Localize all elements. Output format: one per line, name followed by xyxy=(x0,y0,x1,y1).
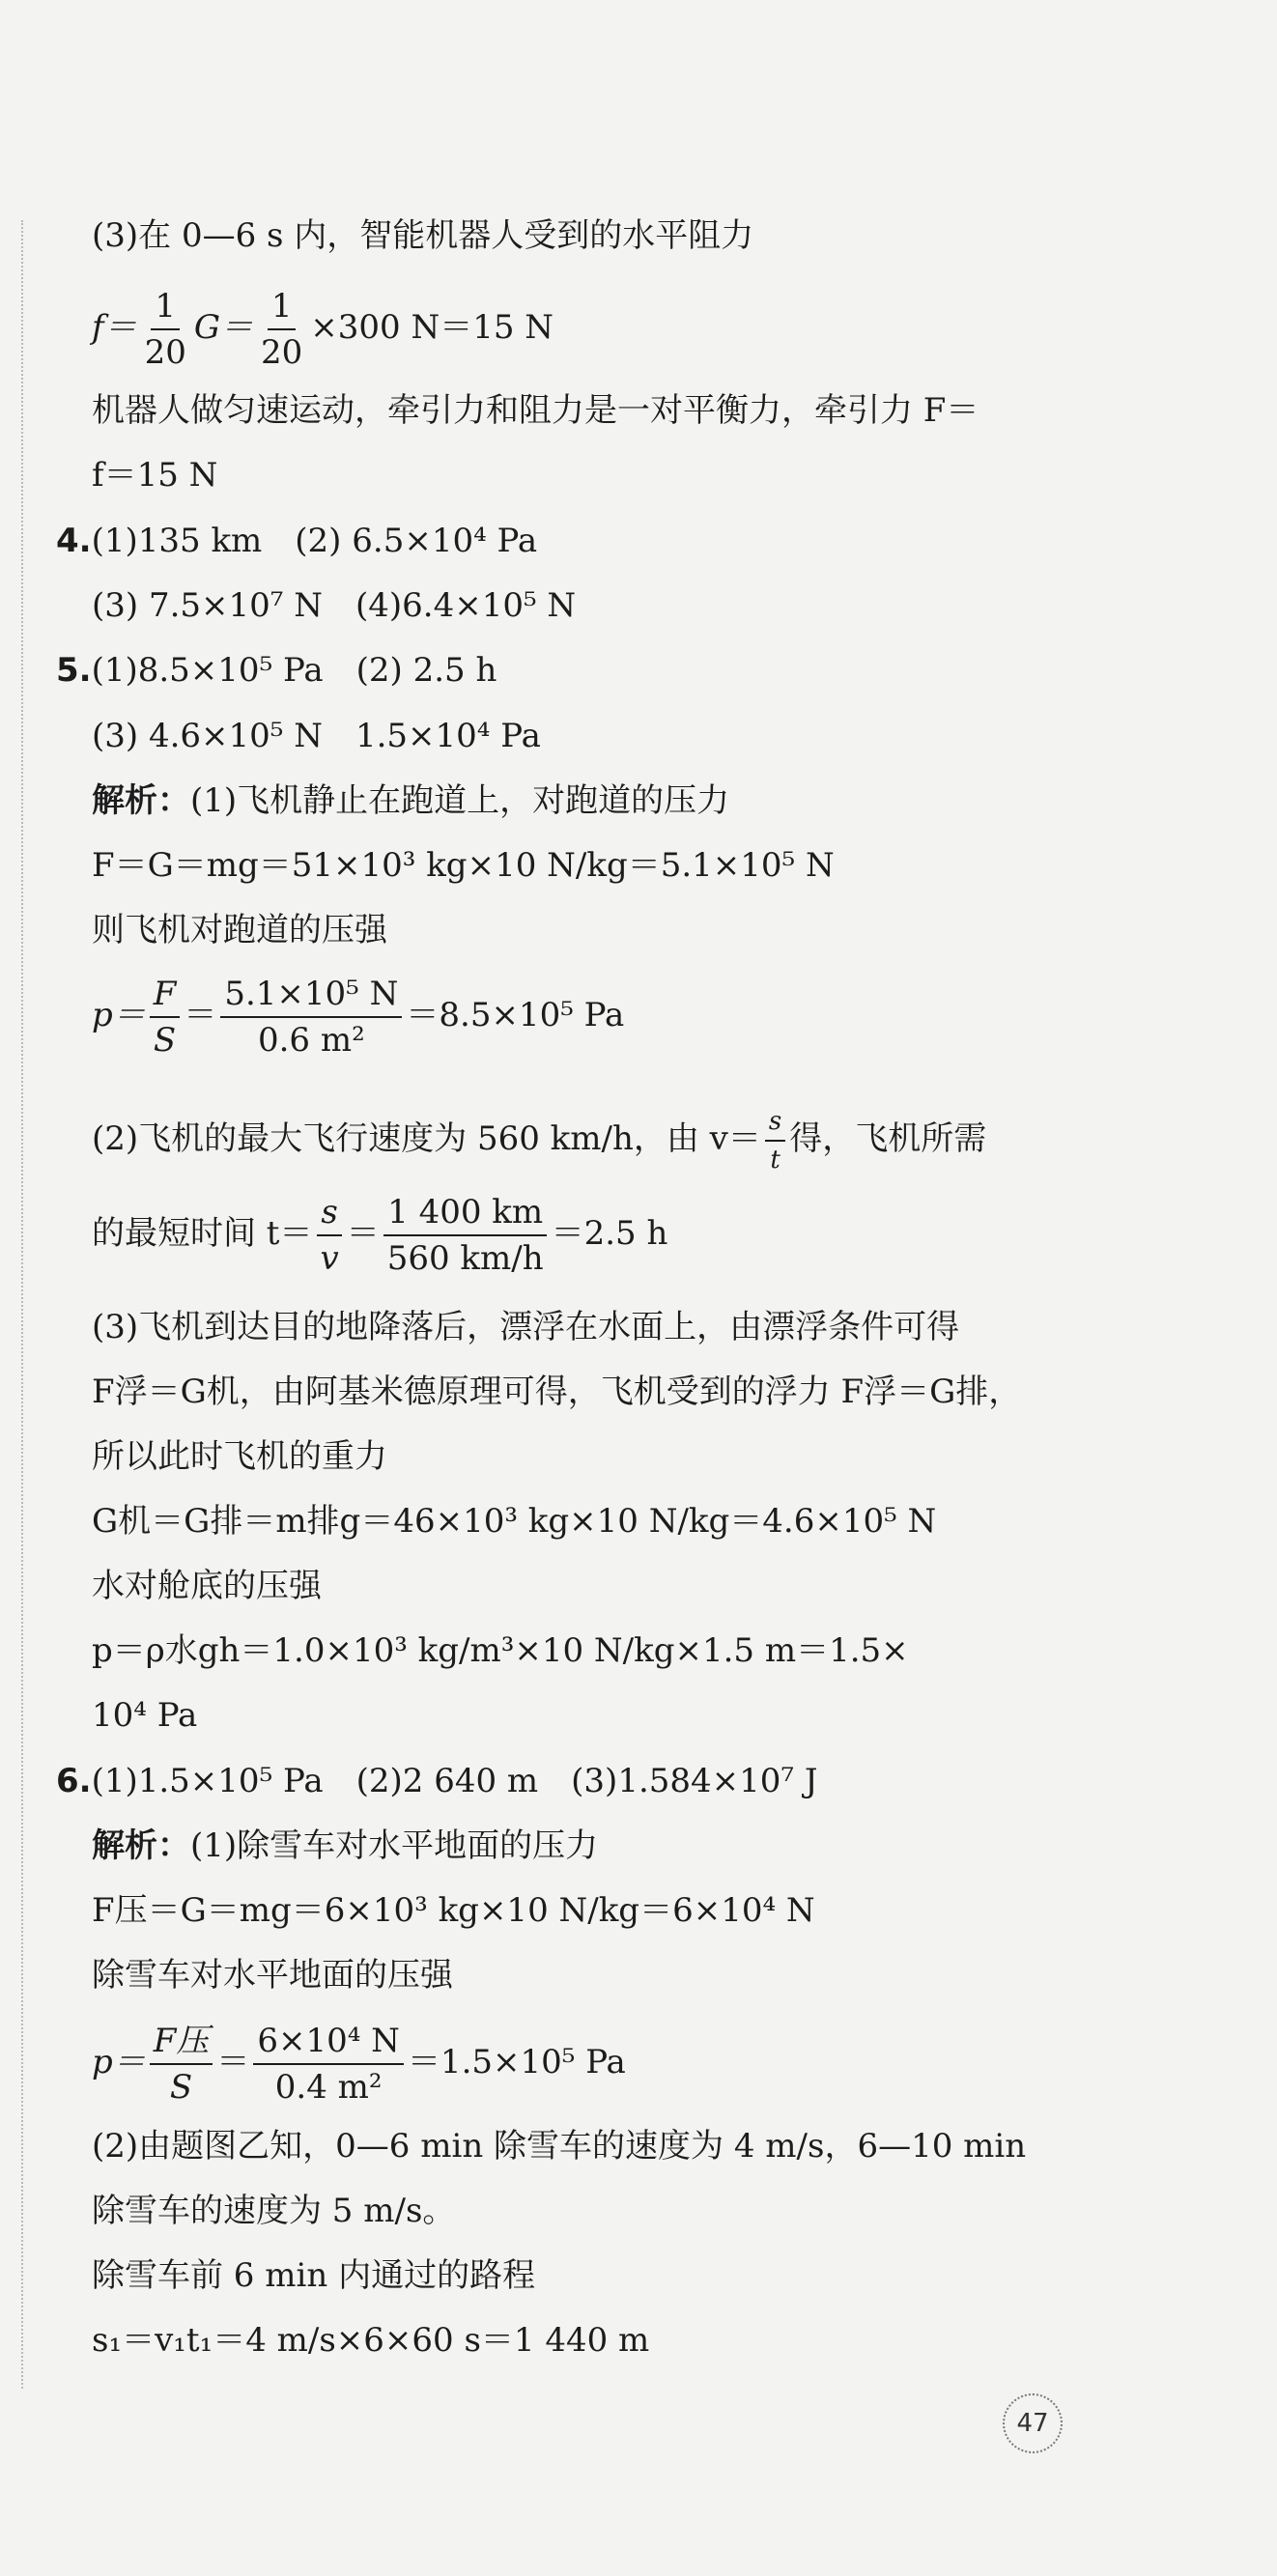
text-line: (3)在 0—6 s 内，智能机器人受到的水平阻力 xyxy=(92,216,754,255)
denominator: 0.4 m² xyxy=(274,2068,383,2107)
question-number: 5. xyxy=(56,651,92,690)
text-line: 水对舱底的压强 xyxy=(92,1567,322,1605)
formula-part: p＝ xyxy=(92,2043,146,2081)
formula-part: ＝8.5×10⁵ Pa xyxy=(406,996,625,1034)
page-number: 47 xyxy=(1003,2393,1063,2453)
numerator: s xyxy=(765,1109,785,1142)
fraction xyxy=(150,2022,213,2107)
numerator: 1 400 km xyxy=(383,1196,547,1236)
text-line: F＝G＝mg＝51×10³ kg×10 N/kg＝5.1×10⁵ N xyxy=(92,846,835,885)
formula-part: ＝ xyxy=(184,996,217,1034)
answer-text: (1)8.5×10⁵ Pa (2) 2.5 h xyxy=(91,651,497,690)
denominator: S xyxy=(153,1021,177,1060)
fraction xyxy=(220,975,402,1060)
text-line: (3) 4.6×10⁵ N 1.5×10⁴ Pa xyxy=(92,717,541,755)
text-line: p＝ρ水gh＝1.0×10³ kg/m³×10 N/kg×1.5 m＝1.5× xyxy=(92,1631,909,1670)
fraction xyxy=(383,1193,548,1278)
numerator: F xyxy=(150,977,181,1018)
formula-part: p＝ xyxy=(92,996,146,1034)
fraction xyxy=(150,975,181,1060)
text-line: f＝15 N xyxy=(92,456,218,495)
formula-part: ＝ xyxy=(216,2043,250,2081)
margin-dotted-line xyxy=(21,220,23,2389)
question-number: 6. xyxy=(56,1762,92,1800)
text-line: F浮＝G机，由阿基米德原理可得，飞机受到的浮力 F浮＝G排， xyxy=(92,1373,1022,1411)
numerator: 5.1×10⁵ N xyxy=(220,977,402,1018)
text-line: s₁＝v₁t₁＝4 m/s×6×60 s＝1 440 m xyxy=(92,2321,650,2360)
fraction xyxy=(257,287,306,372)
text-part: ＝2.5 h xyxy=(551,1214,668,1253)
analysis-text: (1)飞机静止在跑道上，对跑道的压力 xyxy=(190,781,730,820)
text-line: 则飞机对跑道的压强 xyxy=(92,911,387,949)
text-line: 除雪车前 6 min 内通过的路程 xyxy=(92,2256,536,2295)
text-line: (3)飞机到达目的地降落后，漂浮在水面上，由漂浮条件可得 xyxy=(92,1308,960,1346)
fraction xyxy=(765,1109,785,1173)
numerator: 1 xyxy=(268,290,297,330)
numerator: s xyxy=(317,1196,341,1236)
formula-part: G＝ xyxy=(193,308,254,347)
analysis-6 xyxy=(92,1825,598,1867)
text-part: 的最短时间 t＝ xyxy=(92,1214,313,1253)
text-part: (2)飞机的最大飞行速度为 560 km/h，由 v＝ xyxy=(92,1119,761,1158)
denominator: v xyxy=(320,1239,339,1278)
formula-part: f＝ xyxy=(92,308,137,347)
text-line: (2)由题图乙知，0—6 min 除雪车的速度为 4 m/s，6—10 min xyxy=(92,2127,1027,2166)
denominator: 20 xyxy=(261,333,303,372)
answer-text: (1)1.5×10⁵ Pa (2)2 640 m (3)1.584×10⁷ J xyxy=(91,1762,818,1800)
text-line: 机器人做匀速运动，牵引力和阻力是一对平衡力，牵引力 F＝ xyxy=(92,391,979,430)
text-part: 得，飞机所需 xyxy=(789,1119,987,1158)
answer-6 xyxy=(56,1760,817,1802)
text-line: F压＝G＝mg＝6×10³ kg×10 N/kg＝6×10⁴ N xyxy=(92,1891,815,1930)
text-line: 除雪车对水平地面的压强 xyxy=(92,1956,453,1995)
denominator: 560 km/h xyxy=(386,1239,544,1278)
fraction xyxy=(141,287,190,372)
formula-part: ×300 N＝15 N xyxy=(310,308,554,347)
formula-pressure-2 xyxy=(92,2022,626,2107)
numerator: 1 xyxy=(151,290,180,330)
denominator: t xyxy=(770,1146,780,1175)
formula-part: ＝1.5×10⁵ Pa xyxy=(407,2043,626,2081)
numerator: 6×10⁴ N xyxy=(253,2024,404,2065)
formula-pressure-1 xyxy=(92,975,625,1060)
analysis-label: 解析： xyxy=(92,1826,190,1865)
text-line: 10⁴ Pa xyxy=(92,1696,198,1735)
text-line: 所以此时飞机的重力 xyxy=(92,1437,387,1476)
formula-friction xyxy=(92,287,554,372)
speed-line xyxy=(92,1109,986,1173)
answer-5a xyxy=(56,649,497,692)
fraction xyxy=(316,1193,342,1278)
answer-text: (1)135 km (2) 6.5×10⁴ Pa xyxy=(91,522,538,560)
denominator: S xyxy=(169,2068,193,2107)
denominator: 20 xyxy=(144,333,186,372)
analysis-text: (1)除雪车对水平地面的压力 xyxy=(190,1826,599,1865)
denominator: 0.6 m² xyxy=(257,1021,365,1060)
text-line: 除雪车的速度为 5 m/s。 xyxy=(92,2192,456,2230)
text-line: G机＝G排＝m排g＝46×10³ kg×10 N/kg＝4.6×10⁵ N xyxy=(92,1502,937,1541)
time-line xyxy=(92,1193,668,1278)
fraction xyxy=(253,2022,404,2107)
numerator: F压 xyxy=(150,2024,213,2065)
formula-part: ＝ xyxy=(346,1214,380,1253)
analysis-label: 解析： xyxy=(92,781,190,820)
question-number: 4. xyxy=(56,522,92,560)
answer-4a xyxy=(56,520,537,562)
analysis-5 xyxy=(92,779,729,822)
text-line: (3) 7.5×10⁷ N (4)6.4×10⁵ N xyxy=(92,586,577,625)
